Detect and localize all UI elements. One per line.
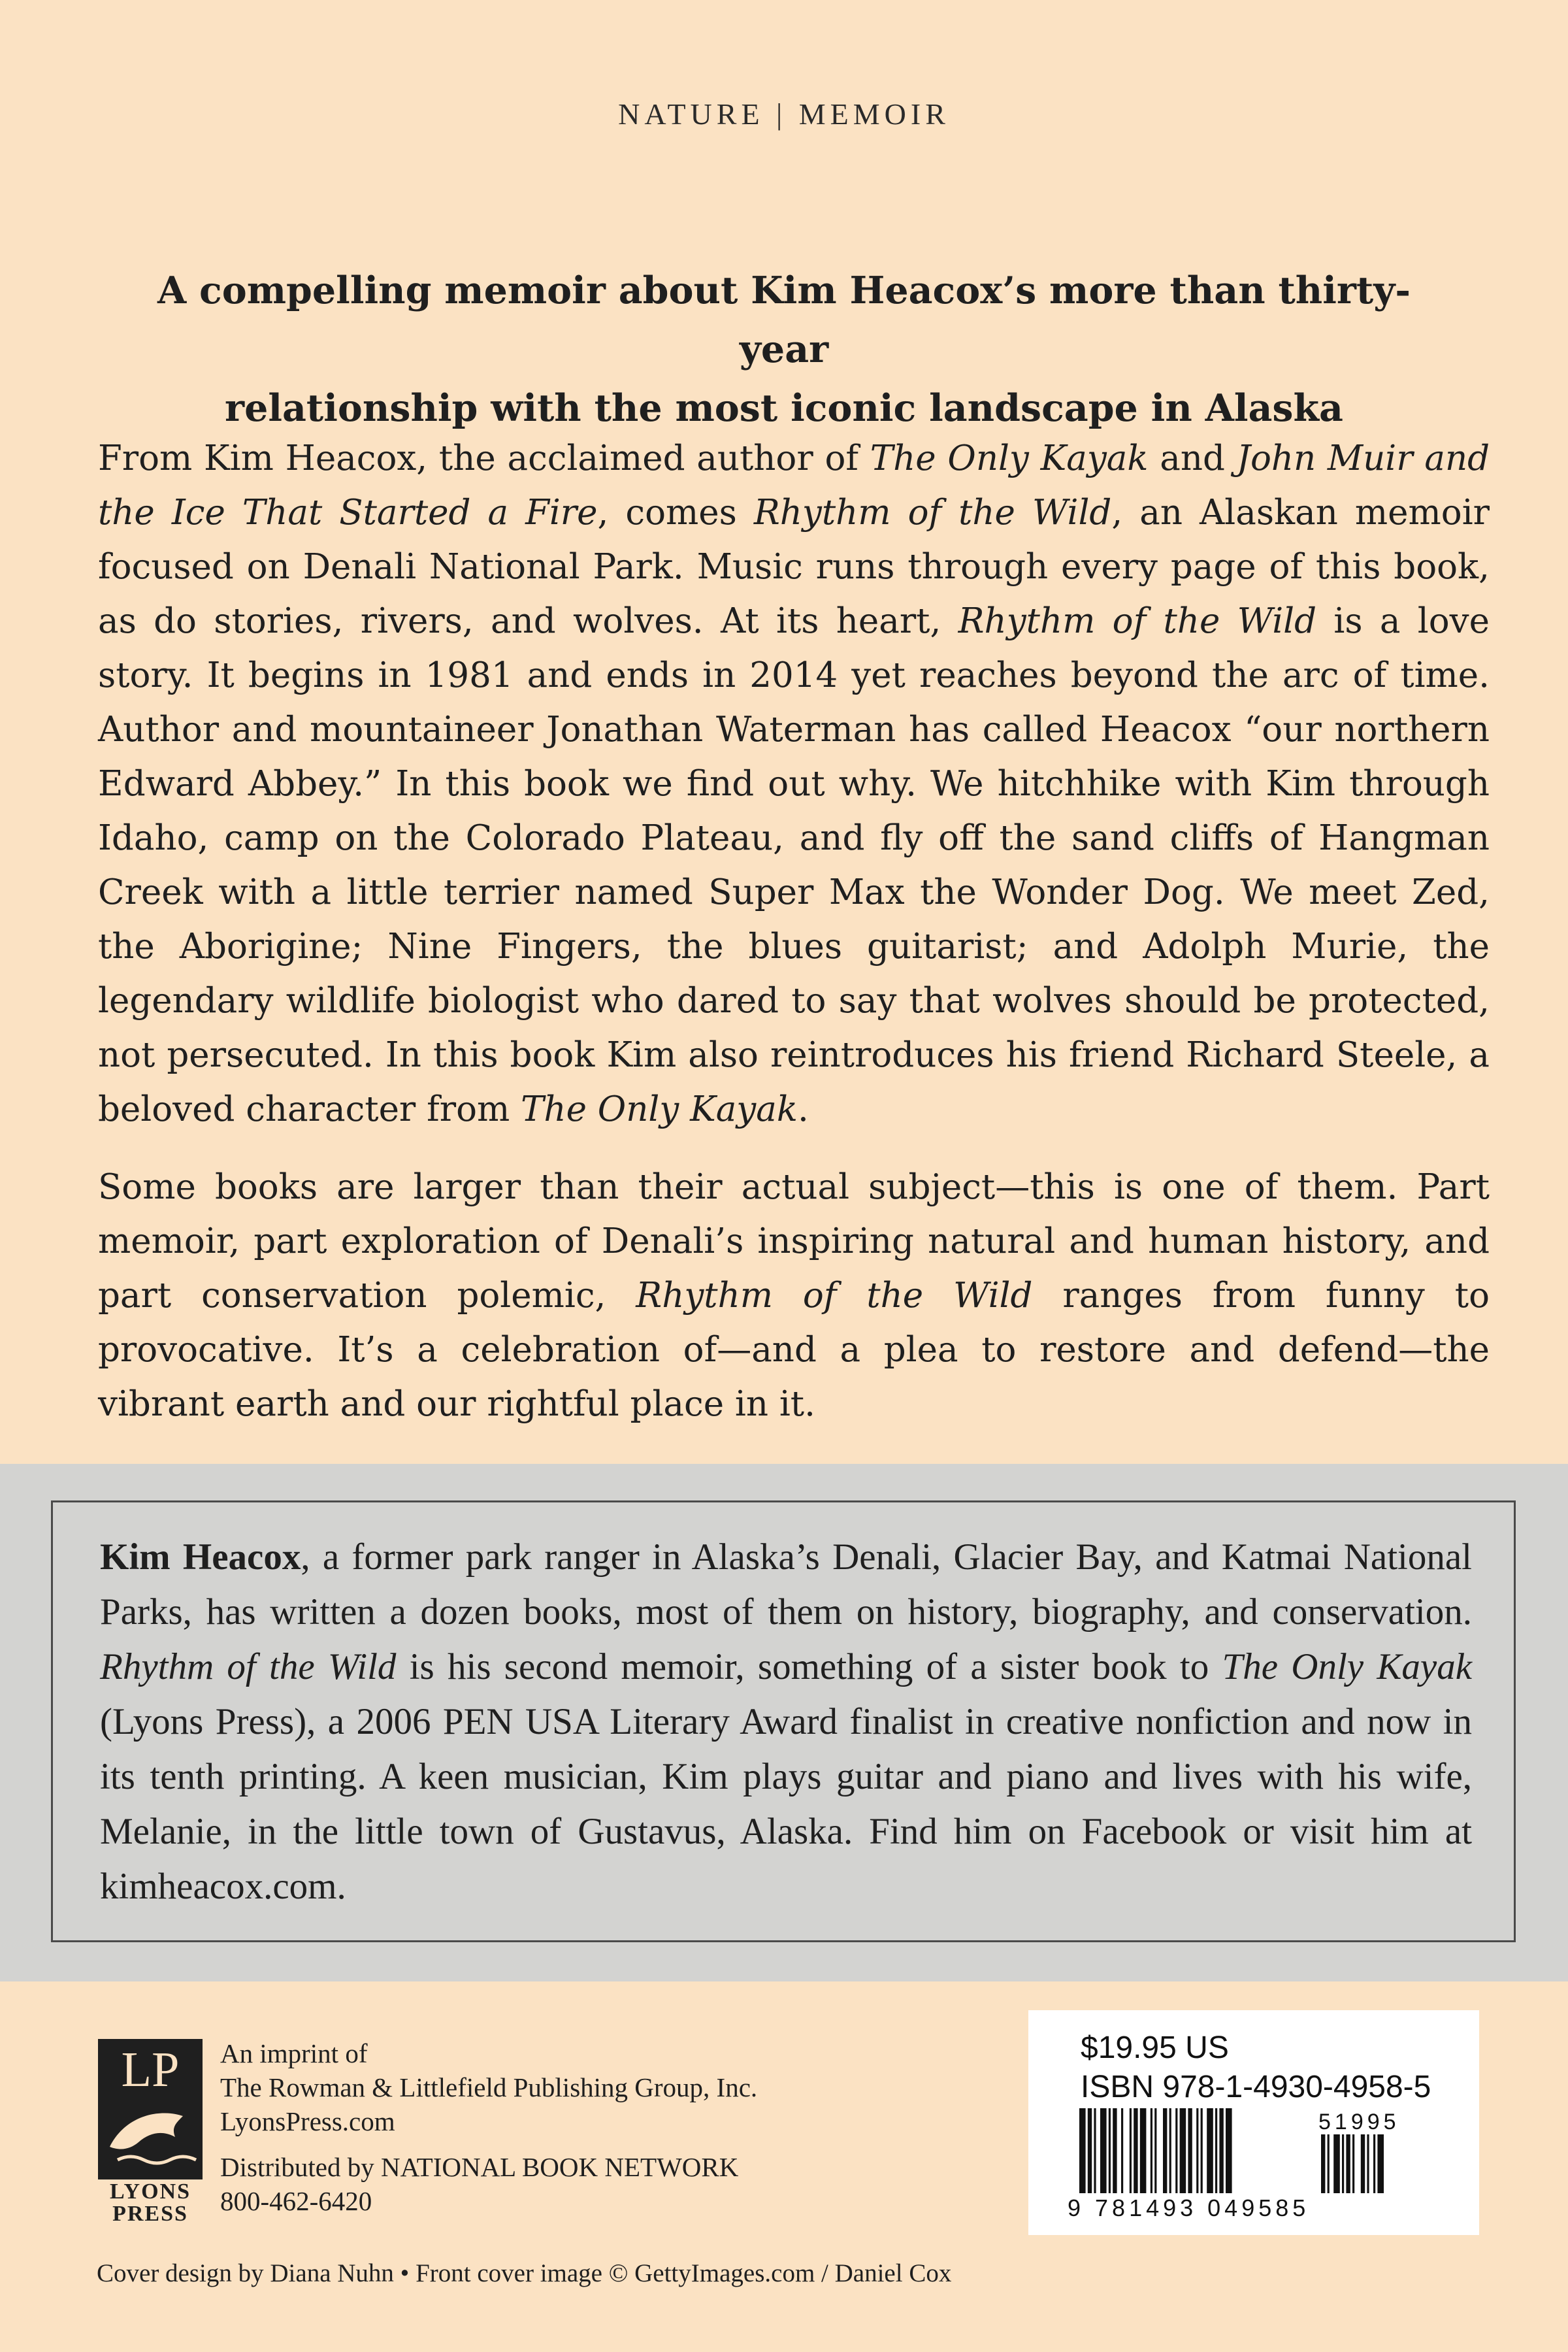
barcode-addon-bar (1333, 2134, 1340, 2193)
barcode-bar (1121, 2108, 1123, 2193)
lyons-press-logo (98, 2039, 203, 2222)
description-paragraph-2 (98, 1160, 1490, 1431)
imprint-info (220, 2036, 757, 2138)
book-title: The Only Kayak (1222, 1646, 1472, 1687)
logo-word-lyons: LYONS (109, 2179, 191, 2204)
logo-word-press: PRESS (112, 2202, 188, 2222)
text-run: (Lyons Press), a 2006 PEN USA Literary Award finalist in creative nonfiction and now in its tenth printing. A keen musician, Kim plays guitar and piano and lives with his wife, Melanie, in the little town of Gustavus, Alaska. Find him on Facebook or visit him at kimheacox.com. (100, 1701, 1472, 1907)
distributor-phone: 800-462-6420 (220, 2186, 372, 2216)
distributor-line: Distributed by NATIONAL BOOK NETWORK (220, 2152, 739, 2182)
headline (131, 261, 1437, 438)
text-run: is his second memoir, something of a sister book to (396, 1646, 1222, 1687)
barcode-addon-bar (1377, 2134, 1384, 2193)
barcode-addon-bar (1352, 2134, 1354, 2193)
book-title: The Only Kayak (870, 439, 1149, 478)
barcode-bar (1130, 2108, 1132, 2193)
barcode-bar (1207, 2108, 1213, 2193)
text-run: From Kim Heacox, the acclaimed author of (98, 439, 870, 478)
text-run: Some books are larger than their actual subject—this is one of them. Part memoir, part exploration of Denali’s inspiring natural and human history, and part conservation polemic, (98, 1167, 1490, 1316)
barcode-bar (1169, 2108, 1171, 2193)
barcode-addon-bar (1367, 2134, 1369, 2193)
price: $19.95 US (1081, 2030, 1229, 2065)
text-run: , comes (597, 493, 754, 533)
text-run: , a former park ranger in Alaska’s Denali, Glacier Bay, and Katmai National Parks, has written a dozen books, most of them on history, biography, and conservation. (100, 1536, 1473, 1632)
text-run: , an Alaskan memoir focused on Denali National Park. Music runs through every page of this book, as do stories, rivers, and wolves. At its heart, (98, 493, 1490, 641)
barcode-addon-bar (1361, 2134, 1365, 2193)
barcode-bar (1088, 2108, 1092, 2193)
barcode-bar (1094, 2108, 1096, 2193)
barcode-bar (1100, 2108, 1107, 2193)
barcode-bar (1134, 2108, 1137, 2193)
barcode-bar (1226, 2108, 1232, 2193)
addon-number: 51995 (1318, 2110, 1400, 2134)
book-title: The Only Kayak (521, 1089, 798, 1129)
barcode-bar (1079, 2108, 1086, 2193)
barcode-addon-bar (1346, 2134, 1350, 2193)
headline-line-2: relationship with the most iconic landscape in Alaska (225, 386, 1343, 430)
publisher-website: LyonsPress.com (220, 2106, 395, 2136)
barcode-addon-bar (1373, 2134, 1375, 2193)
author-name: Kim Heacox (100, 1536, 301, 1578)
book-title: Rhythm of the Wild (753, 493, 1112, 533)
imprint-line: An imprint of (220, 2038, 368, 2068)
barcode-bar (1113, 2108, 1117, 2193)
barcode-bar (1175, 2108, 1177, 2193)
barcode-bar (1109, 2108, 1111, 2193)
cover-credits: Cover design by Diana Nuhn • Front cover image © GettyImages.com / Daniel Cox (97, 2259, 952, 2287)
text-run: and (1148, 439, 1237, 478)
logo-letters: LP (121, 2042, 180, 2097)
distributor-info (220, 2150, 738, 2218)
barcode-addon-bar (1342, 2134, 1344, 2193)
barcode-bar (1219, 2108, 1223, 2193)
barcode-bar (1180, 2108, 1186, 2193)
barcode-box (1028, 2010, 1479, 2235)
category-label: NATURE | MEMOIR (618, 97, 950, 131)
text-run: is a love story. It begins in 1981 and ends in 2014 yet reaches beyond the arc of time. Author and mountaineer Jonathan Waterman has called Heacox “our northern Edward Abbey.” In this book we find out why. We hitchhike with Kim through Idaho, camp on the Colorado Plateau, and fly off the sand cliffs of Hangman Creek with a little terrier named Super Max the Wonder Dog. We meet Zed, the Aborigine; Nine Fingers, the blues guitarist; and Adolph Murie, the legendary wildlife biologist who dared to say that wolves should be protected, not persecuted. In this book Kim also reintroduces his friend Richard Steele, a beloved character from (98, 601, 1490, 1129)
barcode-addon-bar (1321, 2134, 1325, 2193)
barcode-bar (1151, 2108, 1152, 2193)
barcode-bar (1196, 2108, 1198, 2193)
book-title: John Muir and the Ice That Started a Fire (98, 439, 1490, 533)
description-paragraph-1 (98, 431, 1490, 1136)
barcode-number: 9 781493 049585 (1068, 2195, 1310, 2221)
barcode-bar (1154, 2108, 1156, 2193)
barcode-addon-bar (1328, 2134, 1330, 2193)
barcode-bar (1140, 2108, 1147, 2193)
imprint-line: The Rowman & Littlefield Publishing Group, Inc. (220, 2072, 758, 2102)
text-run: . (797, 1089, 809, 1129)
headline-line-1: A compelling memoir about Kim Heacox’s more than thirty-year (157, 269, 1411, 371)
barcode-bar (1215, 2108, 1217, 2193)
isbn: ISBN 978-1-4930-4958-5 (1081, 2070, 1431, 2104)
barcode-bar (1201, 2108, 1203, 2193)
book-title: Rhythm of the Wild (636, 1276, 1033, 1316)
barcode-bar (1163, 2108, 1167, 2193)
author-bio (100, 1530, 1472, 1914)
barcode-bar (1188, 2108, 1192, 2193)
text-run: ranges from funny to provocative. It’s a celebration of—and a plea to restore and defend—the vibrant earth and our rightful place in it. (98, 1276, 1490, 1424)
book-title: Rhythm of the Wild (100, 1646, 397, 1687)
book-title: Rhythm of the Wild (958, 601, 1317, 641)
author-bio-box (51, 1500, 1516, 1942)
